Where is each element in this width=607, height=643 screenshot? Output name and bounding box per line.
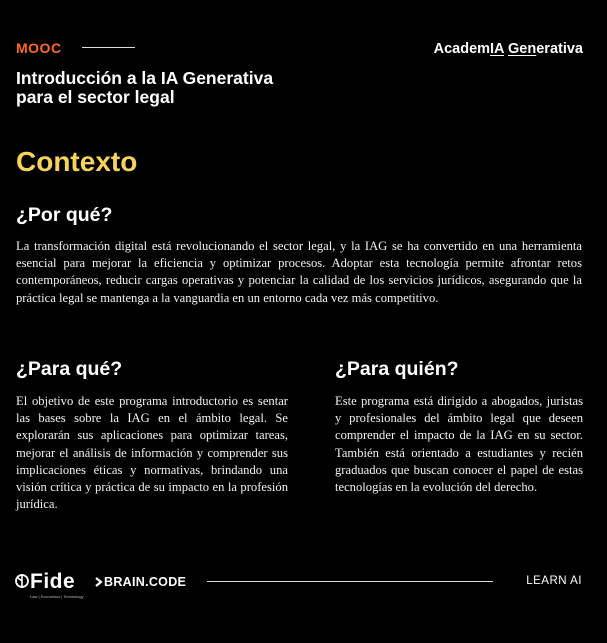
title-line-1: Introducción a la IA Generativa [16,68,274,88]
mooc-divider [82,47,135,48]
footer [0,566,607,599]
who-for-heading: ¿Para quién? [335,358,459,380]
learn-ai-label: LEARN AI [526,575,582,587]
fide-tagline: Law | Economics | Technology [30,594,84,599]
fide-logo: Fide [15,570,75,594]
who-for-text: Este programa está dirigido a abogados, juristas y profesionales del ámbito legal que deseen comprender el impacto de la IAG en su sector. También está orientado a estudiantes y recién graduados que buscan conocer el papel de estas tecnologías en la evolución del derecho. [335,394,583,495]
title-line-2: para el sector legal [16,87,175,107]
brain-code-logo: BRAIN.CODE [95,575,186,589]
why-heading: ¿Por qué? [16,204,113,226]
why-text: La transformación digital está revolucionando el sector legal, y la IAG se ha convertido en una herramienta esencial para mejorar la eficiencia y optimizar procesos. Adoptar esta tecnología permite afrontar retos contemporáneos, reducir cargas operativas y potenciar la calidad de los servicios jurídicos, asegurando que la práctica legal se mantenga a la vanguardia en un entorno cada vez más competitivo. [16,239,582,305]
brain-code-icon [95,577,104,587]
section-title: Contexto [16,146,138,177]
footer-divider [207,581,493,582]
academia-generativa-logo: AcademIA Generativa [433,41,583,57]
what-for-text: El objetivo de este programa introductorio es sentar las bases sobre la IAG en el ámbito legal. Se explorarán sus aplicaciones para optimizar tareas, mejorar el análisis de información y comprender sus implicaciones éticas y normativas, brindando una visión crítica y práctica de su impacto en la profesión jurídica. [16,394,288,512]
fide-logo-icon [15,572,29,590]
page-title [16,69,336,107]
mooc-tag: MOOC [16,40,62,56]
what-for-heading: ¿Para qué? [16,358,123,380]
